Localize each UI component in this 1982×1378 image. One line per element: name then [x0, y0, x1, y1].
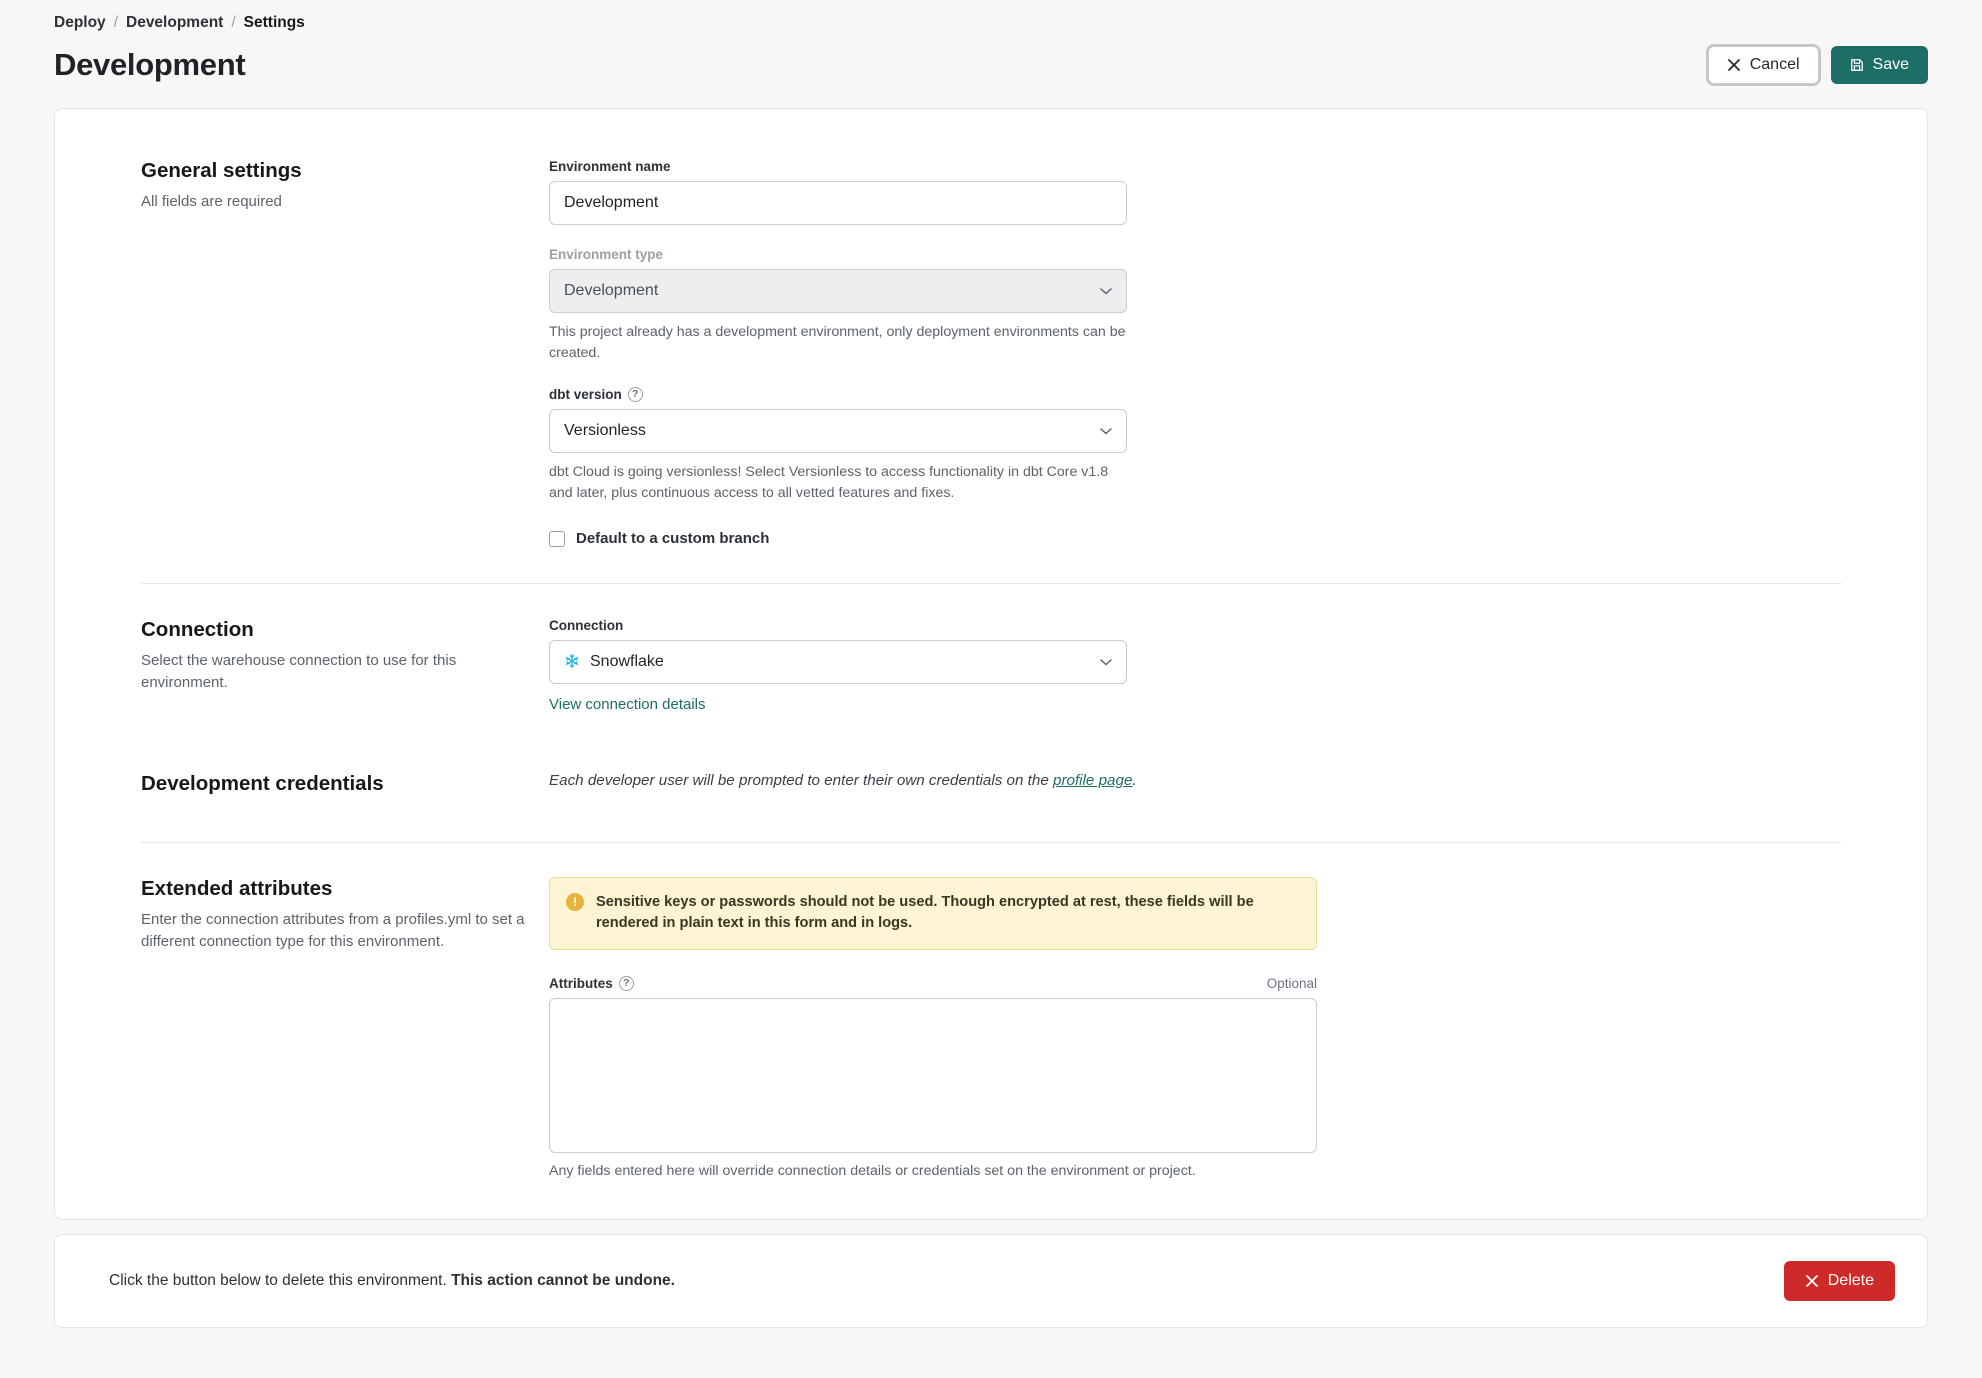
custom-branch-checkbox[interactable]	[549, 531, 565, 547]
header-actions	[1708, 46, 1928, 84]
delete-environment-card	[54, 1234, 1928, 1328]
credentials-text-before: Each developer user will be prompted to enter their own credentials on the	[549, 772, 1054, 790]
environment-type-value: Development	[564, 282, 659, 299]
delete-warning-text: This action cannot be undone.	[451, 1271, 675, 1289]
floppy-disk-icon	[1850, 58, 1864, 72]
extended-attributes-fields	[549, 877, 1449, 1178]
attributes-field	[549, 976, 1317, 1179]
general-settings-fields	[549, 159, 1449, 547]
chevron-down-icon	[1100, 656, 1112, 668]
extended-heading-block	[141, 877, 549, 953]
chevron-down-icon	[1100, 425, 1112, 437]
section-connection	[87, 584, 1895, 714]
extended-attributes-title: Extended attributes	[141, 877, 333, 901]
breadcrumb-item-development[interactable]: Development	[126, 14, 224, 31]
breadcrumb	[54, 14, 1928, 32]
delete-button-label: Delete	[1827, 1271, 1874, 1289]
credentials-heading-block	[141, 772, 549, 804]
connection-title: Connection	[141, 618, 254, 642]
view-connection-details-link[interactable]: View connection details	[549, 696, 706, 714]
dbt-version-help: dbt Cloud is going versionless! Select Versionless to access functionality in dbt Core v1.8 and later, plus continuous access to all vetted features and fixes.	[549, 463, 1109, 501]
custom-branch-checkbox-row[interactable]	[549, 530, 1449, 547]
attributes-label	[549, 976, 634, 991]
cancel-button[interactable]	[1708, 46, 1819, 84]
environment-name-label: Environment name	[549, 159, 671, 174]
settings-card	[54, 108, 1928, 1220]
breadcrumb-separator: /	[231, 14, 236, 31]
environment-type-select[interactable]	[549, 269, 1127, 313]
save-button[interactable]	[1831, 46, 1928, 84]
page-header	[0, 0, 1982, 94]
delete-description	[87, 1272, 675, 1290]
dbt-version-label-text: dbt version	[549, 386, 622, 402]
environment-type-label: Environment type	[549, 247, 664, 262]
close-icon	[1805, 1274, 1819, 1288]
connection-fields	[549, 618, 1449, 714]
attributes-textarea[interactable]	[549, 998, 1317, 1153]
environment-name-field	[549, 159, 1449, 225]
warning-icon: !	[566, 893, 584, 911]
credentials-text	[549, 772, 1449, 789]
custom-branch-label: Default to a custom branch	[576, 530, 770, 548]
help-icon[interactable]: ?	[628, 387, 643, 402]
delete-description-text: Click the button below to delete this environment.	[109, 1271, 452, 1289]
cancel-button-label: Cancel	[1749, 56, 1800, 73]
connection-heading-block	[141, 618, 549, 694]
general-settings-description: All fields are required	[141, 193, 282, 210]
general-settings-heading-block	[141, 159, 549, 213]
chevron-down-icon	[1100, 285, 1112, 297]
section-development-credentials	[87, 714, 1895, 804]
environment-type-help: This project already has a development environment, only deployment environments can be created.	[549, 324, 1126, 362]
credentials-content	[549, 772, 1449, 789]
dbt-version-field	[549, 387, 1449, 505]
dbt-version-label	[549, 387, 1449, 402]
breadcrumb-separator: /	[113, 14, 118, 31]
connection-value: Snowflake	[590, 653, 664, 671]
development-credentials-title: Development credentials	[141, 772, 384, 796]
breadcrumb-item-settings: Settings	[243, 14, 305, 31]
attributes-help: Any fields entered here will override connection details or credentials set on the environment or project.	[549, 1162, 1196, 1179]
environment-name-input[interactable]: Development	[549, 181, 1127, 225]
delete-button[interactable]	[1784, 1261, 1895, 1301]
extended-attributes-description: Enter the connection attributes from a profiles.yml to set a different connection type for this environment.	[141, 911, 525, 950]
attributes-label-row	[549, 976, 1317, 998]
title-row	[54, 46, 1928, 94]
page-title: Development	[54, 47, 246, 82]
close-icon	[1727, 58, 1741, 72]
settings-card-body	[55, 109, 1927, 1219]
sensitive-keys-callout	[549, 877, 1317, 949]
attributes-label-text: Attributes	[549, 975, 613, 991]
connection-select[interactable]	[549, 640, 1127, 684]
help-icon[interactable]: ?	[619, 976, 634, 991]
connection-field	[549, 618, 1449, 714]
connection-value-wrap	[564, 653, 664, 672]
callout-text: Sensitive keys or passwords should not be used. Though encrypted at rest, these fields will be rendered in plain text in this form and in logs.	[596, 894, 1254, 932]
connection-label: Connection	[549, 618, 624, 634]
credentials-text-after: .	[1132, 772, 1137, 790]
environment-type-field	[549, 247, 1449, 365]
section-general-settings	[87, 145, 1895, 547]
save-button-label: Save	[1872, 56, 1909, 73]
dbt-version-value: Versionless	[564, 421, 646, 439]
dbt-version-select[interactable]	[549, 409, 1127, 453]
general-settings-title: General settings	[141, 159, 302, 182]
snowflake-icon	[564, 653, 580, 672]
optional-tag: Optional	[1266, 975, 1317, 991]
section-extended-attributes	[87, 843, 1895, 1178]
connection-description: Select the warehouse connection to use for this environment.	[141, 652, 457, 691]
profile-page-link[interactable]: profile page	[1053, 772, 1133, 790]
breadcrumb-item-deploy[interactable]: Deploy	[54, 14, 106, 31]
